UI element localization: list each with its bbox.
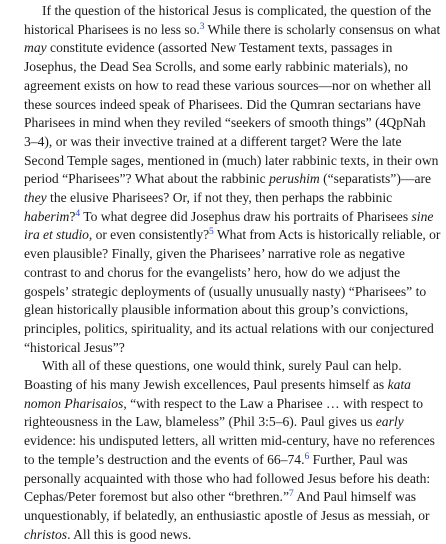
text-run: righteousness in the Law, blameless” (Phil 3:5–6). Paul gives us <box>24 414 376 430</box>
text-run: gospels’ strategic deployments of (usually unusually nasty) “Pharisees” to <box>24 283 427 299</box>
text-line <box>6 21 440 40</box>
text-run: Second Temple sages, mentioned in (much) later rabbinic texts, in their own <box>24 152 439 168</box>
text-line <box>6 470 440 489</box>
text-line <box>6 96 440 115</box>
text-run: 3–4), or was their invective trained at a different target? Were the late <box>24 133 402 149</box>
italic-text: kata <box>387 377 411 393</box>
text-line <box>6 395 440 414</box>
text-run: historical Pharisees is no less so. <box>24 21 200 37</box>
text-run: While there is scholarly consensus on what <box>204 21 441 37</box>
text-line <box>6 226 440 245</box>
text-line <box>6 376 440 395</box>
footnote-marker[interactable]: 3 <box>199 21 205 32</box>
text-line <box>6 58 440 77</box>
text-line <box>6 152 440 171</box>
text-run: the elusive Pharisees? Or, if not they, then perhaps the rabbinic <box>46 190 393 206</box>
italic-text: sine <box>411 208 434 224</box>
text-run: constitute evidence (assorted New Testament texts, passages in <box>46 40 393 56</box>
text-run: Cephas/Peter foremost but also other “brethren.” <box>24 489 289 505</box>
text-line <box>6 451 440 470</box>
text-line <box>6 432 440 451</box>
footnote-marker[interactable]: 4 <box>75 208 81 219</box>
text-run: to the temple’s destruction and the events of 66–74. <box>24 451 305 467</box>
text-run: Boasting of his many Jewish excellences, Paul presents himself as <box>24 377 388 393</box>
text-line <box>6 488 440 507</box>
text-run: unquestionably, if belatedly, an enthusiastic apostle of Jesus as messiah, or <box>24 507 430 523</box>
text-line <box>6 189 440 208</box>
italic-text: perushim <box>269 171 320 187</box>
text-line <box>6 77 440 96</box>
text-line <box>24 357 440 376</box>
text-line <box>6 283 440 302</box>
text-run: To what degree did Josephus draw his portraits of Pharisees <box>80 208 412 224</box>
text-run: glean historically plausible information about this group’s convictions, <box>24 302 409 318</box>
text-line <box>6 208 440 227</box>
text-run: If the question of the historical Jesus is complicated, the question of the <box>42 3 432 18</box>
text-run: personally acquainted with those who had followed Jesus before his death: <box>24 470 431 486</box>
text-line <box>6 39 440 58</box>
text-run: these sources indeed speak of Pharisees. Did the Qumran sectarians have <box>24 96 421 112</box>
italic-text: they <box>24 190 47 206</box>
text-run: Josephus, the Dead Sea Scrolls, and some early rabbinic materials), no <box>24 59 408 75</box>
text-line <box>6 339 440 358</box>
italic-text: christos <box>24 526 68 542</box>
text-run: (“separatists”)—are <box>319 171 432 187</box>
text-line <box>6 170 440 189</box>
text-line <box>6 301 440 320</box>
text-run: . All this is good news. <box>67 526 192 542</box>
text-line <box>6 133 440 152</box>
text-line <box>6 413 440 432</box>
text-run: agreement exists on how to read these various sources—nor on whether all <box>24 77 432 93</box>
text-line <box>6 114 440 133</box>
text-run: principles, politics, spirituality, and its actual relations with our conjectured <box>24 320 434 336</box>
text-run: , or even consistently? <box>88 227 210 243</box>
text-run: , “with respect to the Law a Pharisee … with respect to <box>123 395 424 411</box>
text-run: Pharisees in mind when they reviled “seekers of smooth things” (4QpNah <box>24 115 426 131</box>
text-run: Further, Paul was <box>309 451 408 467</box>
text-run: “historical Jesus”? <box>24 339 125 355</box>
text-line <box>24 2 440 21</box>
text-run: even plausible? Finally, given the Pharisees’ narrative role as negative <box>24 246 405 262</box>
paragraph-historical-pharisees <box>6 2 440 357</box>
text-run: With all of these questions, one would think, surely Paul can help. <box>42 358 402 374</box>
italic-text: may <box>24 40 47 56</box>
text-run: ? <box>69 208 76 224</box>
italic-text: haberim <box>24 208 70 224</box>
text-run: evidence: his undisputed letters, all written mid-century, have no references <box>24 433 435 449</box>
footnote-marker[interactable]: 5 <box>209 227 214 238</box>
text-line <box>6 507 440 526</box>
text-line <box>6 264 440 283</box>
italic-text: ira et studio <box>24 227 89 243</box>
paragraph-paul-evidence <box>6 357 440 544</box>
text-line <box>6 320 440 339</box>
text-run: What from Acts is historically reliable, or <box>213 227 441 243</box>
italic-text: early <box>375 414 404 430</box>
text-run: period “Pharisees”? What about the rabbinic <box>24 171 270 187</box>
text-line <box>6 526 440 544</box>
text-run: And Paul himself was <box>293 489 417 505</box>
text-run: contrast to and chorus for the evangelists’ hero, how do we adjust the <box>24 264 401 280</box>
footnote-marker[interactable]: 6 <box>304 451 310 462</box>
text-line <box>6 245 440 264</box>
italic-text: nomon Pharisaios <box>24 395 124 411</box>
footnote-marker[interactable]: 7 <box>289 489 294 500</box>
